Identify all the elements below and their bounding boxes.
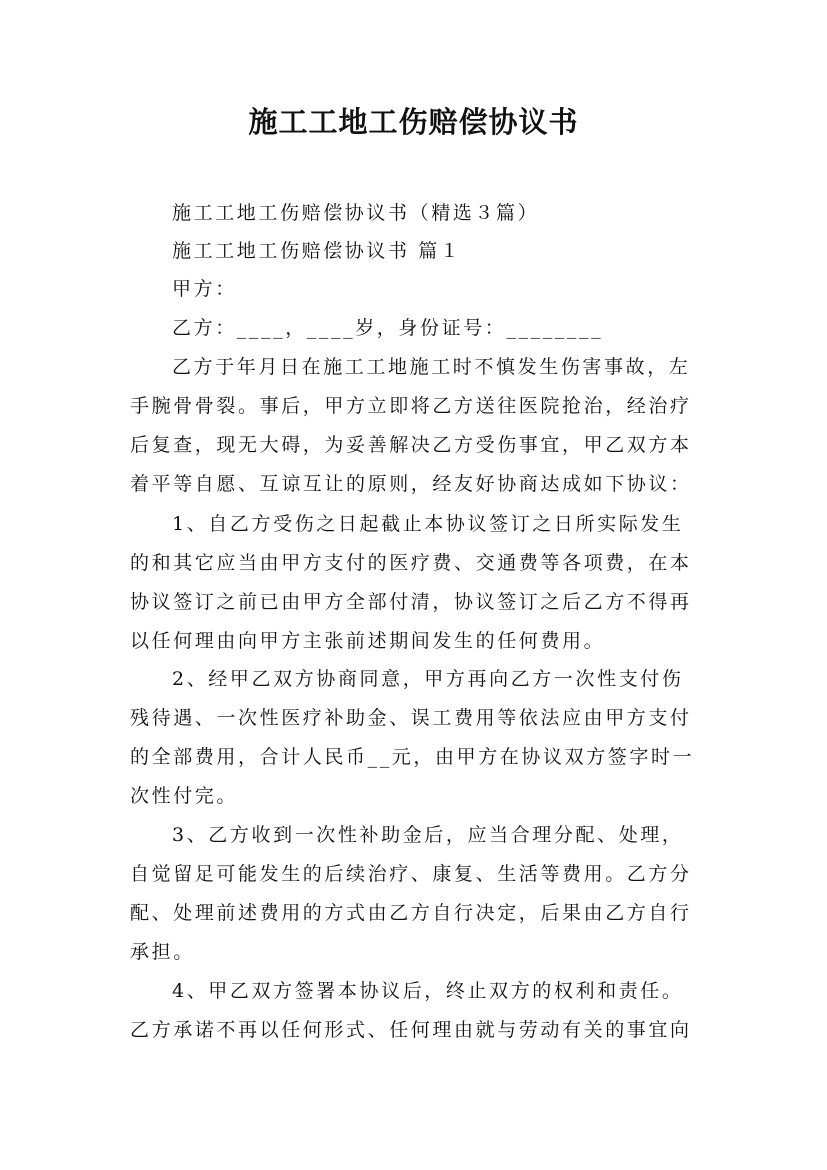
clause-2-line: 的全部费用，合计人民币__元，由甲方在协议双方签字时一 xyxy=(130,746,695,768)
clause-4-line: 乙方承诺不再以任何形式、任何理由就与劳动有关的事宜向 xyxy=(130,1019,692,1041)
clause-2-line: 2、经甲乙双方协商同意，甲方再向乙方一次性支付伤 xyxy=(172,668,684,690)
section-heading: 施工工地工伤赔偿协议书 篇１ xyxy=(172,240,462,262)
clause-3-line: 3、乙方收到一次性补助金后，应当合理分配、处理， xyxy=(172,824,684,846)
paragraph-line: 手腕骨骨裂。事后，甲方立即将乙方送往医院抢治，经治疗 xyxy=(130,395,692,417)
clause-3-line: 自觉留足可能发生的后续治疗、康复、生活等费用。乙方分 xyxy=(130,863,692,885)
clause-1-line: 的和其它应当由甲方支付的医疗费、交通费等各项费，在本 xyxy=(130,552,692,574)
party-b-line: 乙方：____，____岁，身份证号：________ xyxy=(172,317,604,339)
party-a-line: 甲方： xyxy=(172,278,237,300)
clause-4-line: 4、甲乙双方签署本协议后，终止双方的权利和责任。 xyxy=(172,980,684,1002)
clause-3-line: 配、处理前述费用的方式由乙方自行决定，后果由乙方自行 xyxy=(130,902,692,924)
clause-2-line: 次性付完。 xyxy=(130,785,239,807)
clause-2-line: 残待遇、一次性医疗补助金、误工费用等依法应由甲方支付 xyxy=(130,707,692,729)
paragraph-line: 乙方于年月日在施工工地施工时不慎发生伤害事故，左 xyxy=(172,356,691,378)
paragraph-line: 后复查，现无大碍，为妥善解决乙方受伤事宜，甲乙双方本 xyxy=(130,434,692,456)
clause-3-line: 承担。 xyxy=(130,941,195,963)
clause-1-line: 以任何理由向甲方主张前述期间发生的任何费用。 xyxy=(130,630,606,652)
paragraph-line: 着平等自愿、互谅互让的原则，经友好协商达成如下协议： xyxy=(130,473,692,495)
subtitle-line: 施工工地工伤赔偿协议书（精选３篇） xyxy=(172,202,540,224)
clause-1-line: 1、自乙方受伤之日起截止本协议签订之日所实际发生 xyxy=(172,513,684,535)
clause-1-line: 协议签订之前已由甲方全部付清，协议签订之后乙方不得再 xyxy=(130,591,692,613)
document-title: 施工工地工伤赔偿协议书 xyxy=(248,105,579,139)
